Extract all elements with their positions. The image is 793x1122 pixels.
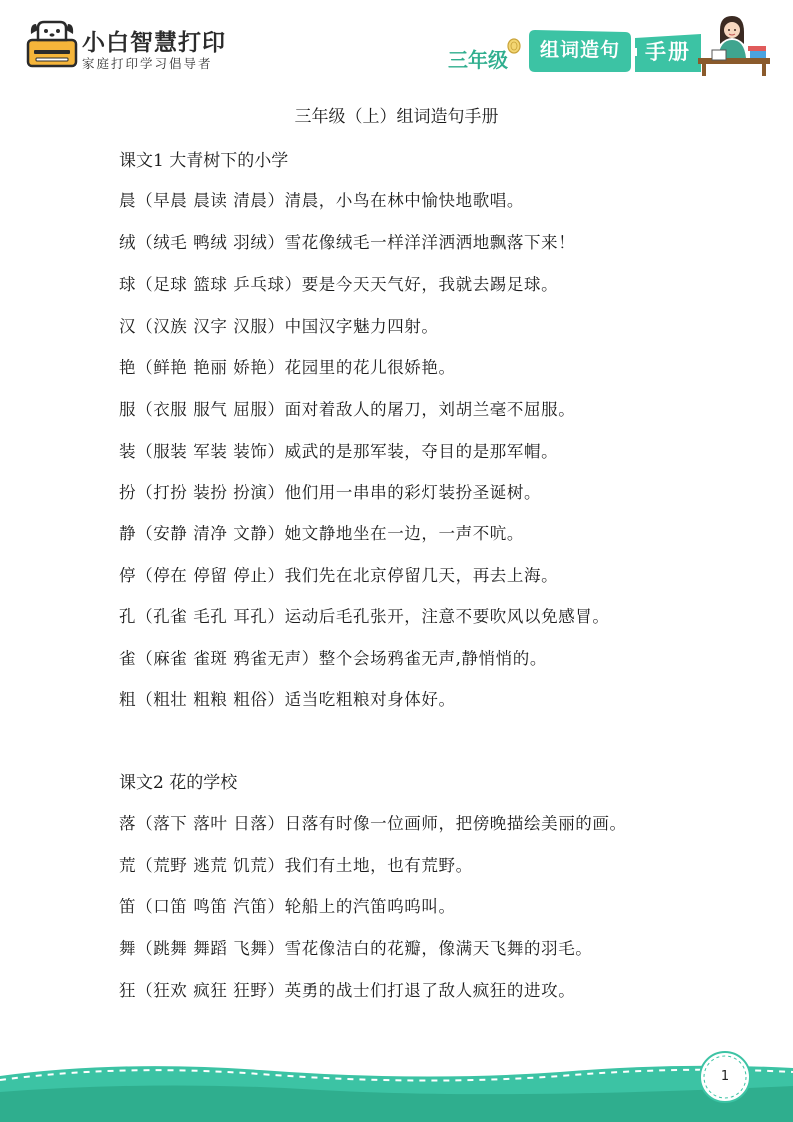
brand-title: 小白智慧打印 [82,30,226,56]
section-heading: 课文1 大青树下的小学 [119,151,289,171]
word-entry: 粗（粗壮 粗粮 粗俗）适当吃粗粮对身体好。 [119,690,456,709]
word-entry: 装（服装 军装 装饰）威武的是那军装，夺目的是那军帽。 [119,442,559,461]
word-entry: 舞（跳舞 舞蹈 飞舞）雪花像洁白的花瓣，像满天飞舞的羽毛。 [119,939,593,958]
word-entry: 停（停在 停留 停止）我们先在北京停留几天，再去上海。 [119,566,559,585]
word-entry: 静（安静 清净 文静）她文静地坐在一边，一声不吭。 [119,524,524,543]
word-entry: 汉（汉族 汉字 汉服）中国汉字魅力四射。 [119,317,439,336]
word-entry: 绒（绒毛 鸭绒 羽绒）雪花像绒毛一样洋洋洒洒地飘落下来！ [119,233,576,252]
badge-text-secondary: 手册 [645,40,691,64]
page-header [0,0,793,90]
word-entry: 笛（口笛 鸣笛 汽笛）轮船上的汽笛呜呜叫。 [119,897,456,916]
brand-slogan: 家庭打印学习倡导者 [82,56,213,71]
word-entry: 孔（孔雀 毛孔 耳孔）运动后毛孔张开，注意不要吹风以免感冒。 [119,607,610,626]
word-entry: 晨（早晨 晨读 清晨）清晨，小鸟在林中愉快地歌唱。 [119,191,524,210]
puppy-printer-logo-icon [26,18,78,70]
footer-wave [0,1040,793,1122]
word-entry: 雀（麻雀 雀斑 鸦雀无声）整个会场鸦雀无声,静悄悄的。 [119,649,547,668]
word-entry: 服（衣服 服气 屈服）面对着敌人的屠刀，刘胡兰毫不屈服。 [119,400,576,419]
badge-text-primary: 组词造句 [540,39,621,61]
word-entry: 狂（狂欢 疯狂 狂野）英勇的战士们打退了敌人疯狂的进攻。 [119,981,576,1000]
document-title: 三年级（上）组词造句手册 [294,107,499,127]
word-entry: 球（足球 篮球 乒乓球）要是今天天气好，我就去踢足球。 [119,275,559,294]
page-number: 1 [720,1069,730,1084]
grade-label: 三年级 [448,48,508,72]
word-entry: 扮（打扮 装扮 扮演）他们用一串串的彩灯装扮圣诞树。 [119,483,542,502]
coin-icon [506,38,522,54]
word-entry: 荒（荒野 逃荒 饥荒）我们有土地，也有荒野。 [119,856,473,875]
teacher-illustration-icon [698,14,770,76]
word-entry: 落（落下 落叶 日落）日落有时像一位画师，把傍晚描绘美丽的画。 [119,814,627,833]
section-heading: 课文2 花的学校 [119,773,238,793]
word-entry: 艳（鲜艳 艳丽 娇艳）花园里的花儿很娇艳。 [119,358,456,377]
